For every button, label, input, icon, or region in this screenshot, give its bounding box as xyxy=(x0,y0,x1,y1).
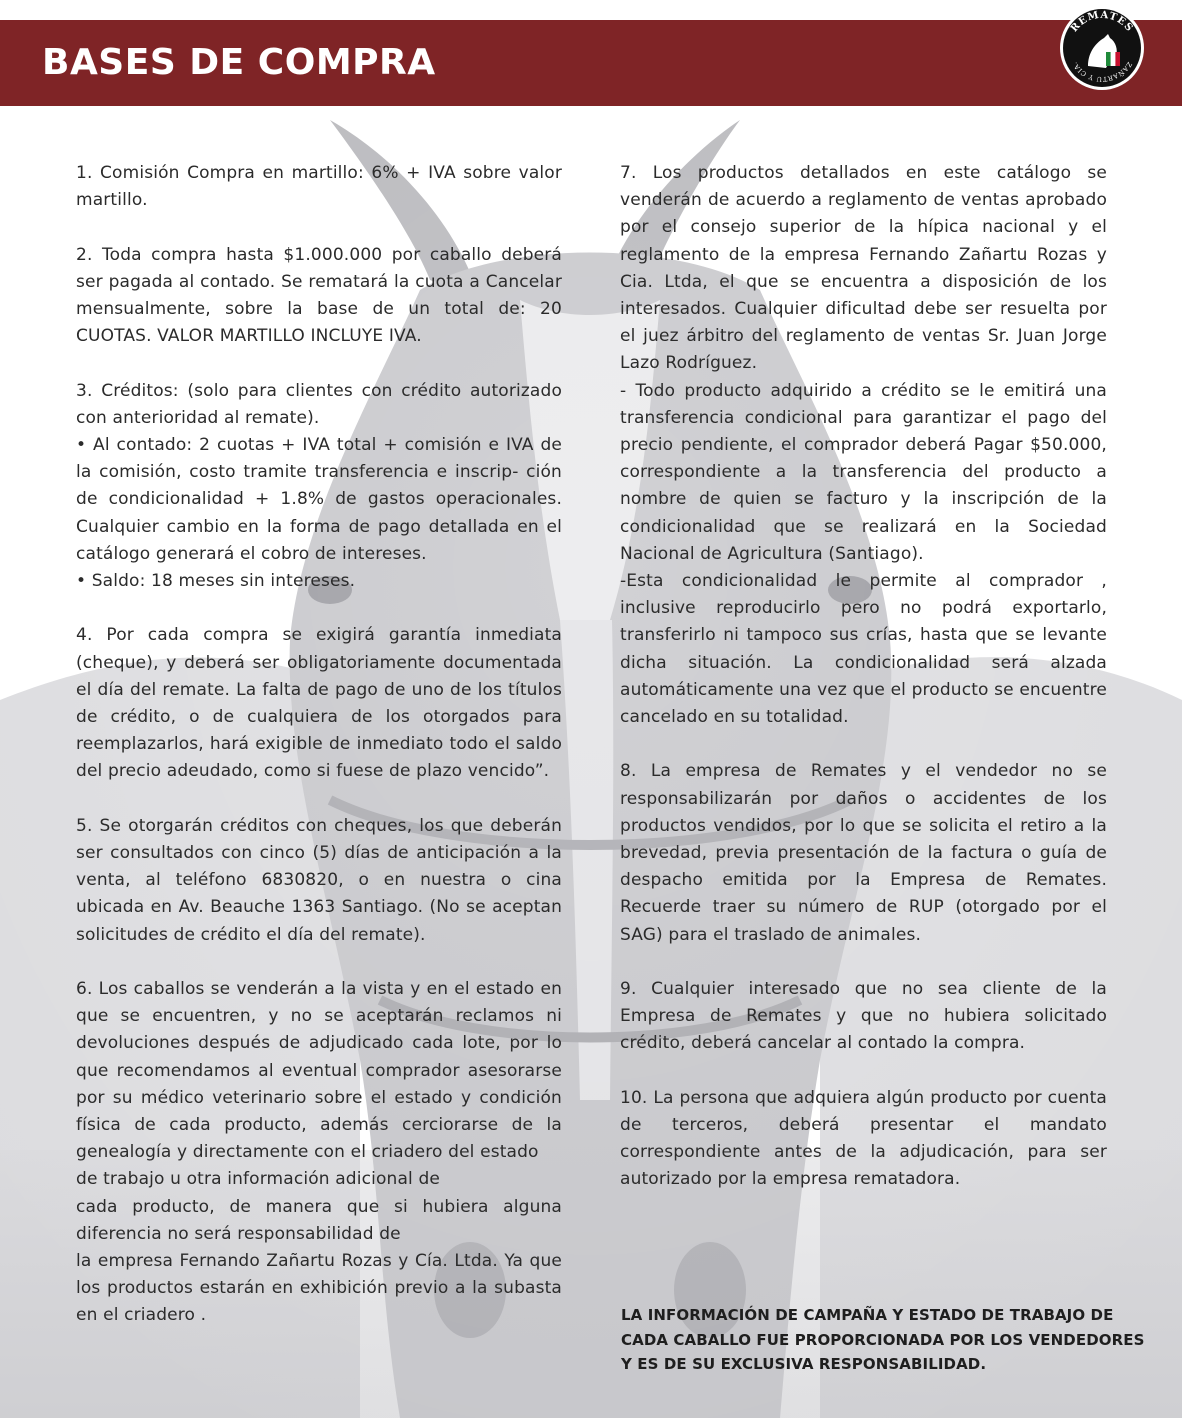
clause-6-part-c: cada producto, de manera que si hubiera alguna xyxy=(76,1196,562,1217)
clause-7-bullet-1: - Todo producto adquirido a crédito se le emitirá una transferencia condicional para garantizar el pago del precio pendiente, el comprador deberá Pagar $50.000, correspondiente a la transferencia del producto a nombre de quien se facturo y la inscripción de la condicionalidad que se realizará en la Sociedad Nacional de Agricultura (Santiago). xyxy=(620,380,1107,564)
remates-logo-icon xyxy=(1058,4,1146,92)
clause-6 xyxy=(76,976,562,1330)
clause-3-bullet-1: • Al contado: 2 cuotas + IVA total + comisión e IVA de la comisión, costo tramite transferencia e inscrip- ción de condicionalidad + 1.8% de gastos operacionales. Cualquier cambio en la forma de pago detallada en el catálogo generará el cobro de intereses. xyxy=(76,435,562,564)
clause-1: 1. Comisión Compra en martillo: 6% + IVA sobre valor martillo. xyxy=(76,163,562,211)
disclaimer-line-1: LA INFORMACIÓN DE CAMPAÑA Y ESTADO DE TRABAJO DE xyxy=(621,1306,1114,1324)
clause-6-part-a: 6. Los caballos se venderán a la vista y en el estado en que se encuentren, y no se aceptarán reclamos ni devoluciones después de adjudicado cada lote, por lo que recomendamos al eventual comprador asesorarse por su médico veterinario sobre el estado y condición física de cada producto, además cerciorarse de la genealogía y directamente con el criadero del estado xyxy=(76,979,562,1163)
page-header xyxy=(0,20,1182,106)
clause-7: 7. Los productos detallados en este catálogo se venderán de acuerdo a reglamento de ventas aprobado por el consejo superior de la hípica nacional y el reglamento de la empresa Fernando Zañartu Rozas y Cia. Ltda, el que se encuentra a disposición de los interesados. Cualquier dificultad debe ser resuelta por el juez árbitro del reglamento de ventas Sr. Juan Jorge Lazo Rodríguez. xyxy=(620,163,1107,374)
clause-10: 10. La persona que adquiera algún producto por cuenta de terceros, deberá presentar el mandato correspondiente antes de la adjudicación, para ser autorizado por la empresa rematadora. xyxy=(620,1087,1107,1190)
disclaimer-line-2: CADA CABALLO FUE PROPORCIONADA POR LOS VENDEDORES xyxy=(621,1330,1145,1349)
right-column xyxy=(620,160,1107,1221)
clause-2: 2. Toda compra hasta $1.000.000 por caballo deberá ser pagada al contado. Se rematará la cuota a Cancelar mensualmente, sobre la base de un total de: 20 CUOTAS. VALOR MARTILLO INCLUYE IVA. xyxy=(76,244,562,347)
clause-7-bullet-2: -Esta condicionalidad le permite al comprador , inclusive reproducirlo pero no podrá exportarlo, transferirlo ni tampoco sus crías, hasta que se levante dicha situación. La condicionalidad será alzada automáticamente una vez que el producto se encuentre cancelado en su totalidad. xyxy=(620,571,1107,728)
clause-8: 8. La empresa de Remates y el vendedor no se responsabilizarán por daños o accidentes de los productos vendidos, por lo que se solicita el retiro a la brevedad, previa presentación de la factura o guía de despacho emitida por la Empresa de Remates. Recuerde traer su número de RUP (otorgado por el SAG) para el traslado de animales. xyxy=(620,761,1107,945)
clause-6-part-d: diferencia no será responsabilidad de xyxy=(76,1223,401,1244)
disclaimer xyxy=(621,1303,1161,1377)
left-column xyxy=(76,160,562,1330)
disclaimer-line-3: Y ES DE SU EXCLUSIVA RESPONSABILIDAD. xyxy=(621,1355,987,1373)
clause-6-part-e: la empresa Fernando Zañartu Rozas y Cía. Ltda. Ya que los productos estarán en exhibición previo a la subasta en el criadero . xyxy=(76,1251,562,1326)
clause-6-part-b: de trabajo u otra información adicional de xyxy=(76,1169,440,1190)
logo-bottom-text: ZAÑARTU Y CIA. xyxy=(1070,60,1134,84)
clause-3-bullet-2: • Saldo: 18 meses sin intereses. xyxy=(76,571,356,592)
page-title: BASES DE COMPRA xyxy=(42,42,436,83)
clause-4: 4. Por cada compra se exigirá garantía inmediata (cheque), y deberá ser obligatoriamente documentada el día del remate. La falta de pago de uno de los títulos de crédito, o de cualquiera de los otorgados para reemplazarlos, hará exigible de inmediato todo el saldo del precio adeudado, como si fuese de plazo vencido”. xyxy=(76,625,562,782)
logo-top-text: REMATES xyxy=(1068,9,1136,35)
clause-5: 5. Se otorgarán créditos con cheques, los que deberán ser consultados con cinco (5) días de anticipación a la venta, al teléfono 6830820, o en nuestra o cina ubicada en Av. Beauche 1363 Santiago. (No se aceptan solicitudes de crédito el día del remate). xyxy=(76,815,562,945)
clause-9: 9. Cualquier interesado que no sea cliente de la Empresa de Remates y que no hubiera solicitado crédito, deberá cancelar al contado la compra. xyxy=(620,979,1107,1054)
clause-3: 3. Créditos: (solo para clientes con crédito autorizado con anterioridad al remate). xyxy=(76,380,562,428)
